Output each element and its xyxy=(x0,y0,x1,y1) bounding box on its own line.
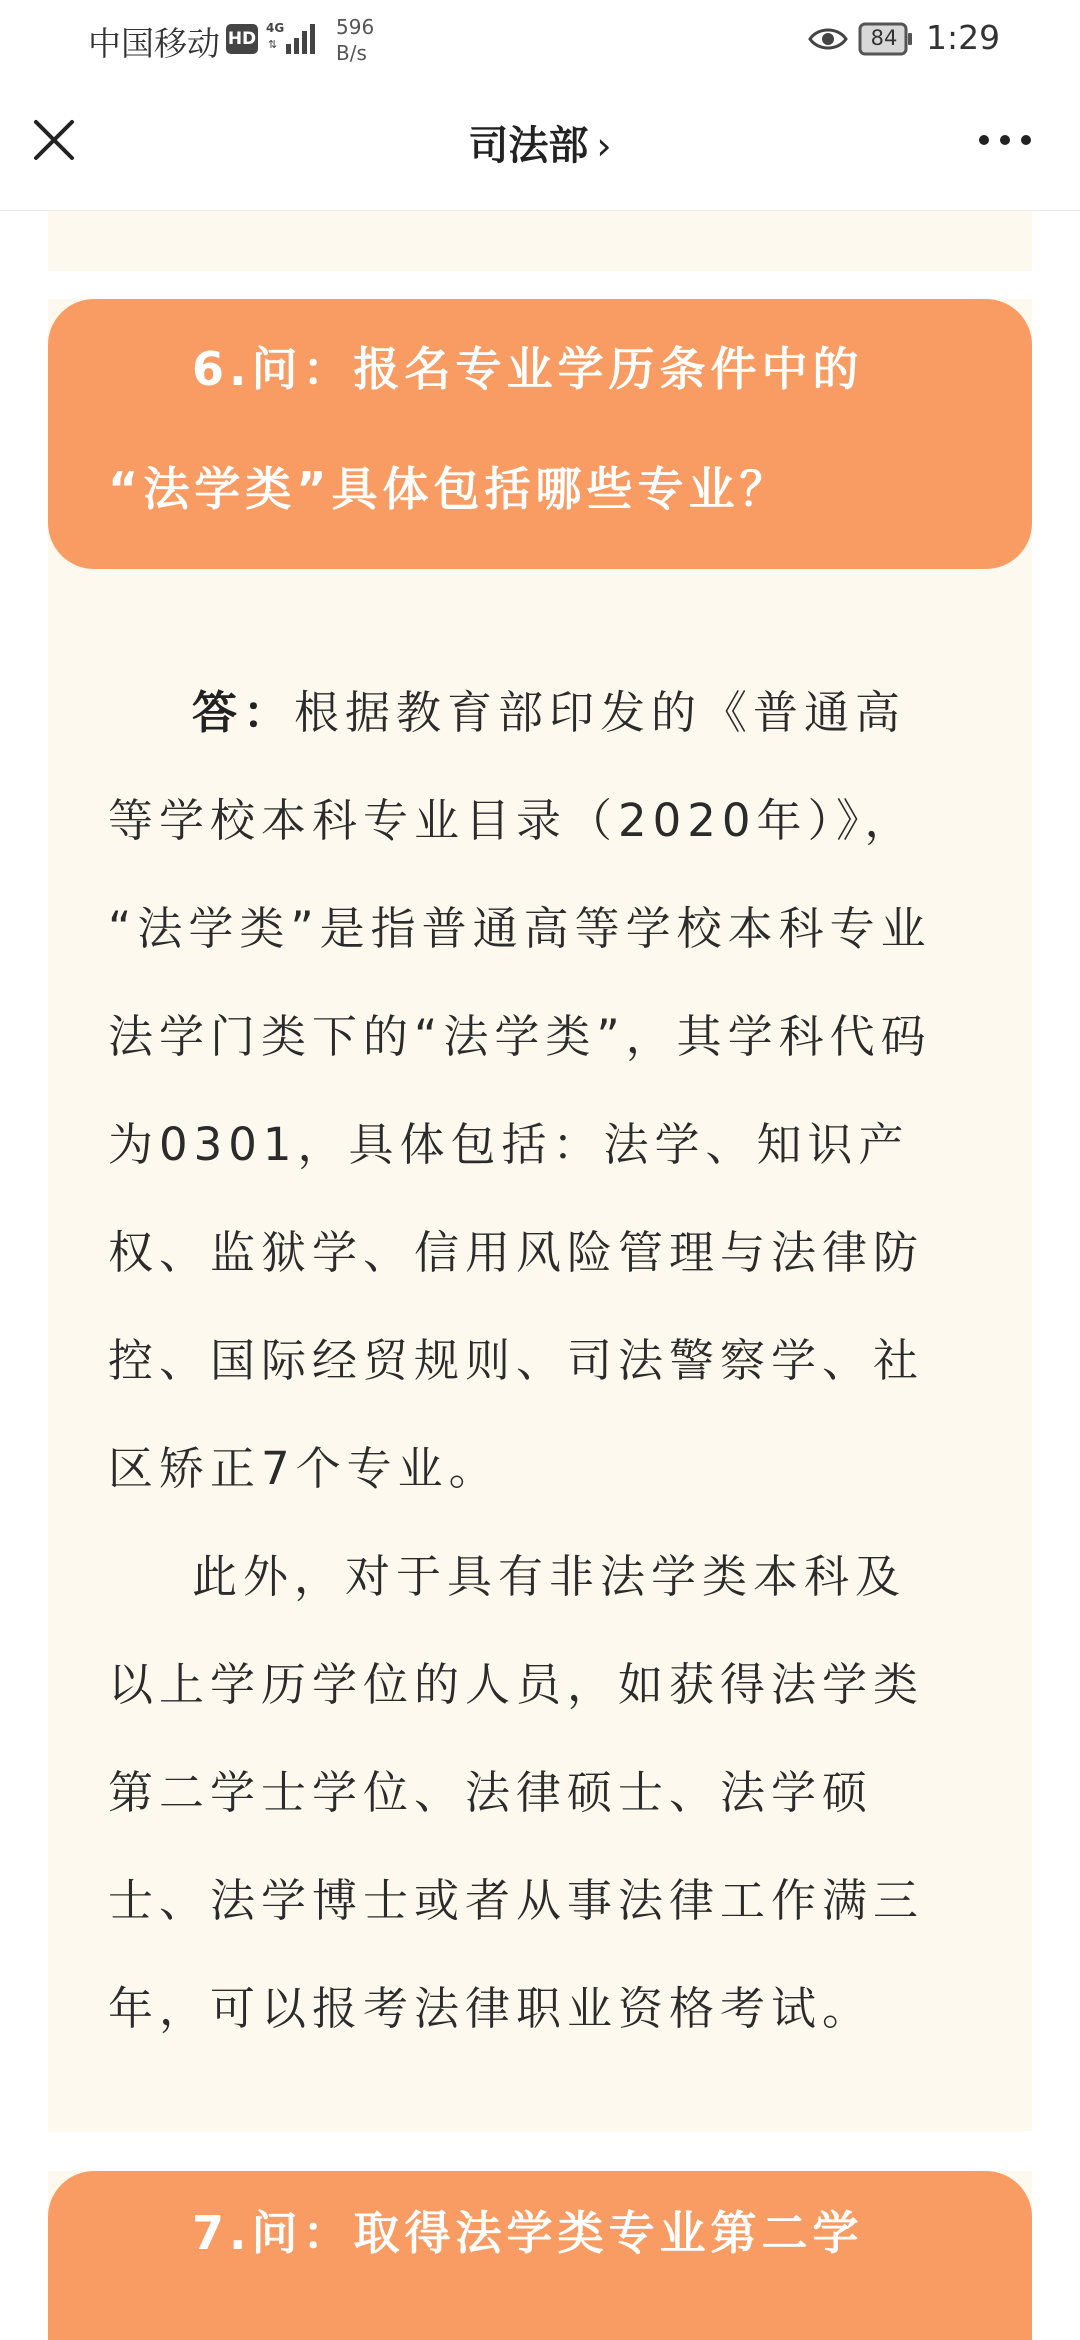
answer-line: 此外，对于具有非法学类本科及 xyxy=(192,1550,907,1603)
answer-line: 权、监狱学、信用风险管理与法律防 xyxy=(108,1226,925,1279)
question-header xyxy=(48,2171,1032,2340)
answer-line: “法学类”是指普通高等学校本科专业 xyxy=(108,902,932,955)
answer-line: 为0301，具体包括：法学、知识产 xyxy=(108,1118,910,1171)
eye-icon xyxy=(808,22,848,56)
answer-line xyxy=(108,659,978,767)
answer-line: 控、国际经贸规则、司法警察学、社 xyxy=(108,1334,925,1387)
chevron-right-icon: › xyxy=(596,124,612,168)
question-line: “法学类”具体包括哪些专业？ xyxy=(108,462,791,516)
account-title-link[interactable] xyxy=(340,116,740,176)
question-line: 6.问：报名专业学历条件中的 xyxy=(192,342,864,396)
page-title: 司法部 xyxy=(468,123,589,169)
close-button[interactable] xyxy=(24,110,84,170)
answer-line-text: 根据教育部印发的《普通高 xyxy=(294,686,907,739)
question-line: 7.问：取得法学类专业第二学 xyxy=(192,2206,864,2260)
svg-text:4G: 4G xyxy=(266,21,285,35)
status-bar xyxy=(0,0,1080,80)
svg-text:⇅: ⇅ xyxy=(268,38,278,51)
hd-badge: HD xyxy=(226,24,258,54)
close-icon xyxy=(24,110,84,170)
answer-text xyxy=(108,659,978,2063)
answer-label: 答： xyxy=(192,686,295,739)
article-content[interactable] xyxy=(0,211,1080,2340)
battery-level: 84 xyxy=(870,26,898,50)
network-speed xyxy=(336,14,374,66)
answer-line: 第二学士学位、法律硕士、法学硕 xyxy=(108,1766,874,1819)
answer-line: 等学校本科专业目录（2020年）》， xyxy=(108,794,916,847)
title-bar xyxy=(0,80,1080,211)
carrier-name: 中国移动 xyxy=(88,24,220,63)
more-button[interactable] xyxy=(970,110,1040,170)
network-speed-value: 596 xyxy=(336,15,375,39)
answer-line: 法学门类下的“法学类”，其学科代码 xyxy=(108,1010,932,1063)
signal-icon xyxy=(266,18,322,58)
previous-answer-panel xyxy=(48,211,1032,271)
answer-line: 区矫正7个专业。 xyxy=(108,1442,500,1495)
answer-line: 以上学历学位的人员，如获得法学类 xyxy=(108,1658,925,1711)
clock: 1:29 xyxy=(926,18,1001,57)
answer-line: 年，可以报考法律职业资格考试。 xyxy=(108,1982,874,2035)
answer-line: 士、法学博士或者从事法律工作满三 xyxy=(108,1874,925,1927)
more-icon xyxy=(970,110,1040,170)
network-speed-unit: B/s xyxy=(336,41,367,65)
question-header xyxy=(48,299,1032,569)
